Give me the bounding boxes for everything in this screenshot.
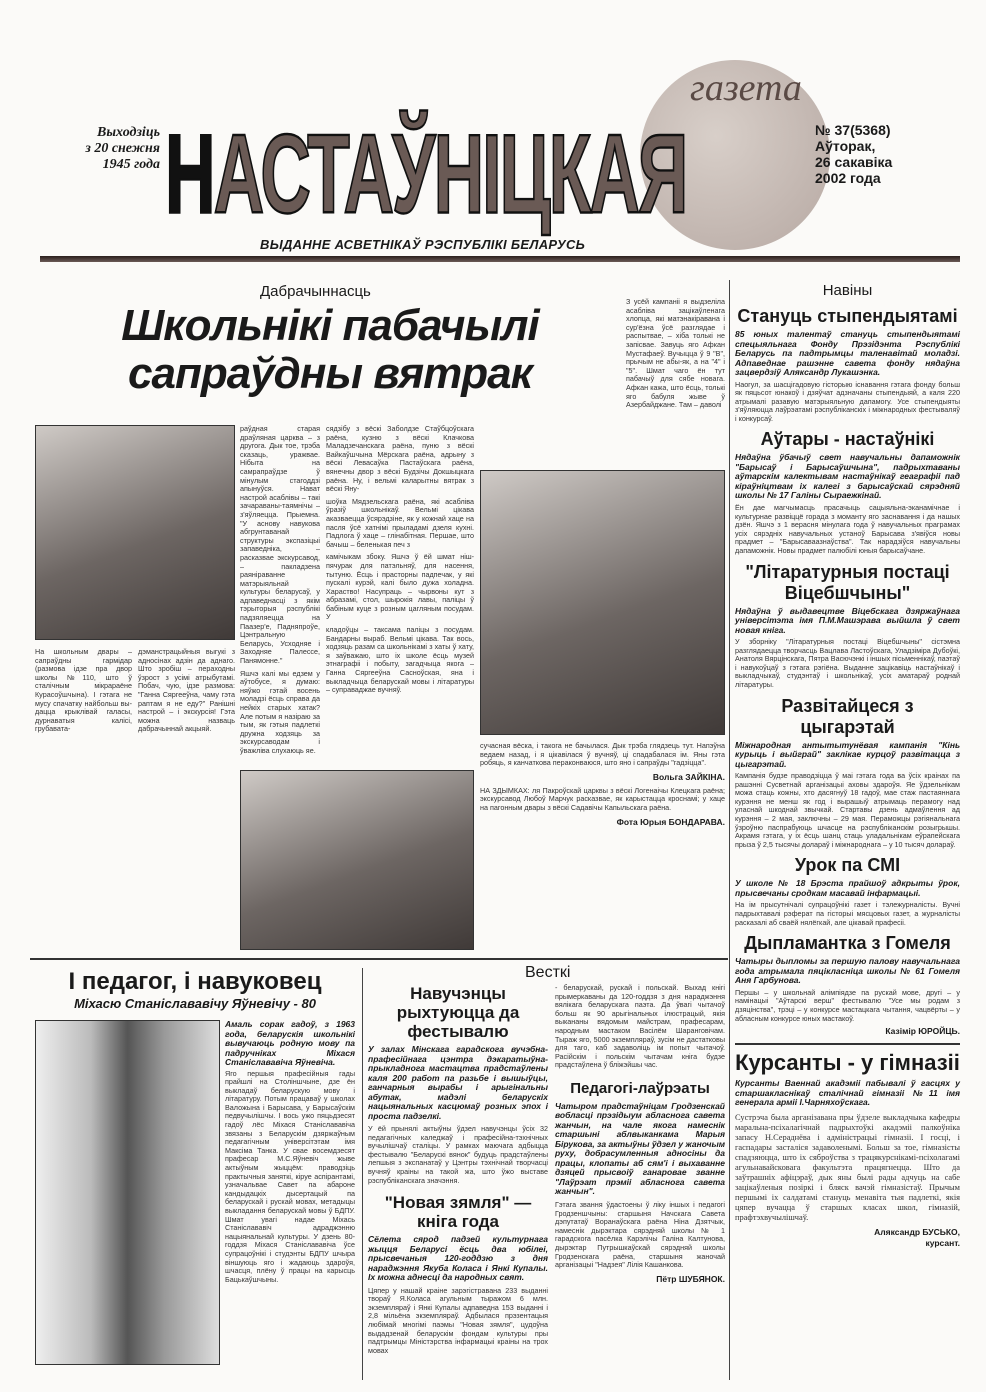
author-signature: Вольга ЗАЙКІНА. (652, 771, 725, 782)
article-end (480, 742, 725, 828)
news-lead: Міжнародная антытытунёвая кампанія "Кінь курыць і выйграй" заклікае курцоў развітацца з цыгарэтай. (735, 739, 960, 769)
article-column: З усёй кампаніі я выдзеліла асаблівa зацікаўленага хлопца, які матэнакіравана і сур'ёзна ўсё разглядае і распытвае, – хіба толькі не запісвае. Завуць яго Афкан Мустафаеў. Вучыцца ў 9 "В", прычым не абы-як, а на "4" і "5". Шмат чаго ён тут пабачыў для сябе новага. Афкан кажа, што ёсць, толькі яго бабуля жыве ў Азербайджане. Там – даволі (626, 297, 725, 410)
since-line: Выходзіць (97, 125, 160, 140)
section-divider (30, 958, 728, 960)
column-divider (362, 968, 363, 1380)
article-title: І педагог, і навуковец (68, 968, 322, 995)
since-line: з 20 снежня (85, 141, 160, 156)
news-column (735, 282, 960, 1037)
since-line: 1945 года (102, 157, 160, 172)
article-body: - беларускай, рускай і польскай. Выхад кнігі прымеркаваны да 120-годдзя з дня нараджэння вялікага беларускага паэта. Да ўвагі чытачоў больш як 90 арыгінальных ілюстрацый, якія выкананы вядомым майстрам, прафесарам, народным мастаком Васілём Шаранговічам. Тыраж яго, 5000 экземпляраў, зусім не дастатковы для таго, каб задаволіць ім попыт чытачоў. Расійскім і польскім чытачам кніга будзе прадстаўлена ў бліжэйшы час. (555, 983, 725, 1070)
pedagog-article (35, 968, 355, 1365)
author-signature: Казімір ЮРОЙЦЬ. (885, 1026, 960, 1037)
news-item (735, 429, 960, 555)
news-title: Урок па СМІ (794, 855, 901, 876)
article-column: На школьным двары – сапраўдны гармідар (размова ідзе пра двор школы №110, што ў сталічным мікрараёне Курасоўшчына). І гэтага не мусу спачатку найбольш вы-дацца крыклівай галасы, дурнаватыя калісі, грубавата-дэманстрацыйныя выгукі з адносінах адзін да аднаго. Што зробіш – пераходны ўзрост з усімі атрыбутамі. Побач, чую, ідзе размова: "Ганна Сяргееўна, чаму гэта раптам я не еду?" Ранішні настрой – і экскурсія! Гэта можна назваць дабрачыннай акцыяй. (35, 647, 235, 734)
news-title: Дыпламантка з Гомеля (744, 933, 951, 954)
church-photo (35, 425, 235, 640)
article-column: сучасная вёска, і такога не бачылася. Дык трэба глядзець тут. Напэўна ведаем назад, і я цікавілася ў вучняў, ці спадабалася ім. Яны гэта робяць, я канчаткова пераконваюся, што яно і сапраўды "гадзіцца". (480, 741, 725, 768)
gazeta-label: газета (690, 67, 802, 109)
article-body: Сустрэча была арганізавана пры ўдзеле выкладчыка кафедры маральна-псіхалагічнай падрыхтоўкі акадэміі палкоўніка запасу Н.Сераднёва і адміністрацыі гімназіі. І госці, і гаспадары засталіся задаволенымі. Больш за тое, гімназісты спадзяюцца, што іх сяброўства з трацякурснікамі-псіхолагамі агульнавайсковага факультэта працягнецца. Што да заўтрашніх афіцэраў, дык яны былі рады адчуць на сабе зацікаўленыя позіркі і бляск вачэй гімназістаў. Прычым першымі іх салдатамі стануць менавіта тыя падлеткі, якія цяпер вучацца ў старшых класах школ, гімназій, прафтэхвучылішчаў. (735, 1112, 960, 1222)
section-label: Навіны (822, 282, 873, 299)
professor-photo (35, 1020, 220, 1365)
news-body: На ім прысутнічалі супрацоўнікі газет і тэлежурналісты. Вучні падрыхтавалі рэферат па гісторыі мясцовых газет, а журналісты расказалі аб сваёй нялёгкай, але цікавай прафесіі. (735, 900, 960, 927)
main-headline (40, 302, 620, 398)
article-title (368, 1193, 548, 1231)
article-body: У ёй прынялі актыўны ўдзел навучэнцы ўсіх 32 педагагічных каледжаў і прафесійна-тэхнічных вучылішчаў сталіцы. У рамках маючага адбыцца фестывалю "Беларускі вянок" будуць прадстаўлены лепшыя з экспанатаў у Цэнтры тэхнічнай творчасці вучняў краіны на такой жа, што ўжо выставе рэспубліканскага значэння. (368, 1124, 548, 1185)
news-title: "Літаратурныя постаці Віцебшчыны" (745, 561, 950, 603)
title-line: "Новая зямля" — (384, 1193, 532, 1213)
news-body: Першы – у школьнай алімпіядзе па рускай мове, другі – у намінацыі "Аўтарскі верш" фестывалю "Усе мы родам з дзяцінства", трэці – у конкурсе мастацкага чытання, чацвёрты – у абласным конкурсе юных мастакоў. (735, 987, 960, 1023)
news-lead: Чатыры дыпломы за першую палову навучальнага года атрымала пяцікласніца школы № 61 Гомеля Аня Гарбунова. (735, 956, 960, 986)
news-lead: Нядаўна ў выдавецтве Віцебскага дзяржаўнага універсітэта імя П.М.Машэрава выйшла ў свет новая кніга. (735, 605, 960, 635)
article-lead: У залах Мінскага гарадскога вучэбна-прафесійнага цэнтра дэкаратыўна-прыкладнога мастацтва прадстаўлены каля 200 работ па разьбе і вышыўцы, ганчарныя вырабы і арыгінальны абутак, мадэлі беларускіх нацыянальных касцюмаў розных эпох і проста падзелкі. (368, 1044, 548, 1121)
article-lead: Чатыром прадстаўніцам Гродзенскай вобласці прэзідыум абласнога савета жанчын, на чале якога намеснік старшыні аблвыканкама Марыя Бірукова, за актыўны ўдзел у жаночым руху, добрасумленныя адносіны да працы, клопаты аб сям'і і выхаванне дзяцей прысвоіў ганаровае званне "Лаўрэат прэміі абласнога савета жанчын". (555, 1100, 725, 1197)
newspaper-logo (165, 80, 775, 237)
issue-weekday: Аўторак, (815, 138, 876, 154)
article-column: сядзібу з вёскі Заболдзе Стаўбцоўскага раёна, кузню з вёскі Клачкова Маладзечанскага раёна, пуню з вёскі Вайкаўшчына Мёрскага раёна, адрыну з вёскі Левасаўка Пастаўскага раёна, вянечны двор з вёскі Будзічы Докшыцкага раёна. Ну, і вельмі каларытны вятрак з вёскі Яну- (326, 424, 474, 494)
article-subtitle: Міхасю Станіслававічу Яўневічу - 80 (74, 996, 316, 1011)
news-body: Кампанія будзе праводзіцца ў маі гэтага года ва ўсіх краінах па рашэнні Сусветнай арганізацыі аховы здароўя. Яе ўдзельнікам можа стаць кожны, хто дасягнуў 18 гадоў, мае стаж пастаяннага курэння не менш як год і вырашыў атрымаць перамогу над уласнай шкоднай звычкай. Стартавы дзень адмаўлення ад курэння – 2 мая, заключны – 29 мая. Пераможцы рэгіянальнага ўзроўню паспрабуюць шчасце на рэспубліканскім розыгрышы. Акрамя гэтага, у іх ёсць шанц стаць уладальнікам еўрапейскага прыза ў 2,5 тысячы долараў і міжнароднага – у 10 тысяч долараў. (735, 771, 960, 849)
publisher-line: ВЫДАННЕ АСВЕТНІКАЎ РЭСПУБЛІКІ БЕЛАРУСЬ (260, 237, 586, 252)
issue-year: 2002 года (815, 170, 881, 186)
news-item (735, 562, 960, 690)
news-title: Стануць стыпендыятамі (737, 306, 958, 326)
pedagog-text (225, 1020, 355, 1284)
pedagog-row (35, 1020, 355, 1365)
since-note (60, 125, 160, 173)
article-column-group (240, 425, 320, 756)
news-item (735, 696, 960, 850)
article-column: раўдная старая драўляная царква – з другога. Дык тое, трэба сказаць, уражвае. Нібыта на самрапраўдзе ў мінулым стагоддзі апынуўся. Нават настрой асаблівы – такі зачараваны-таямнічы – з'яўляецца. Прыемна. "У аснову навукова абгрунтаванай структуры экспазіцыі запаведніка, – расказвае экскурсавод, – пакладзена раяніраванне матэрыяльнай культуры беларусаў, у адпаведнасці з якім тэрыторыя рэспублікі падзяляецца на Паазер'е, Падняпроўе, Цэнтральную Беларусь, Усходняе і Заходняе Палессе, Панямонне." (240, 424, 320, 666)
article-lead: Сёлета сярод падзей культурнага жыцця Беларусі ёсць два юбілеі, прысвечаныя 120-годдзю з дня нараджэння Якуба Коласа і Янкі Купалы. Іх можна аднесці да народных свят. (368, 1234, 548, 1283)
article-title: Курсанты - у гімназіі (735, 1050, 960, 1076)
article-lead: Амаль сорак гадоў, з 1963 года, беларускія школьнікі вывучаюць родную мову па падручніках Міхася Станіслававіча Яўневіча. (225, 1019, 355, 1067)
author-signature: Аляксандр БУСЬКО, (874, 1226, 960, 1237)
festival-article (368, 984, 548, 1355)
news-item (735, 306, 960, 423)
issue-info (815, 122, 892, 186)
article-column-group (326, 425, 474, 695)
section-label: Дабрачыннасць (260, 283, 371, 300)
news-title: Аўтары - настаўнікі (760, 429, 935, 450)
photo-credit: Фота Юрыя БОНДАРАВА. (616, 816, 725, 827)
news-body: Наогул, за шасцігадовую гісторыю існавання гэтага фонду больш як пяцьсот юнакоў і дзяўчат адзначаны стыпендыяй, а каля 220 атрымалі разавую матэрыяльную дапамогу. Усе стыпендыяты з'яўляюцца лаўрэатамі рэспубліканскіх і міжнародных фестываляў і конкурсаў. (735, 379, 960, 423)
article-title: Навучэнцы рыхтуюцца да фестывалю (396, 984, 520, 1041)
weaving-photo (480, 470, 725, 735)
column-divider (729, 280, 730, 1380)
vestki-right (555, 984, 725, 1285)
article-column: камічыкам збоку. Яшчэ ў ёй шмат ніш-пячурак для патэльняў, для насення, тытуню. Ёсць і прасторны падпечак, у які пускалі курэй, калі было дужа холадна. Хараство! Насупраць – чырвоны кут з абразамі, стол, шырокія лавы, паліцы ў бабіным куце з розным цагляным посудам. У (326, 552, 474, 622)
article-lead: Курсанты Ваеннай акадэміі пабывалі ў гасцях у старшакласнікаў сталічнай гімназіі №11 імя генерала арміі І.Чарняхоўскага. (735, 1078, 960, 1108)
article-title: Педагогі-лаўрэаты (570, 1079, 710, 1097)
kursanty-article (735, 1050, 960, 1249)
news-title: Развітайцеся з цыгарэтай (781, 695, 914, 737)
news-lead: 85 юных талентаў стануць стыпендыятамі спецыяльнага Фонду Прэзідэнта Рэспублікі Беларусь па падтрымцы таленавітай моладзі. Адпаведнае рашэнне савета фонду нядаўна зацвердзіў Аляксандр Лукашэнка. (735, 329, 960, 377)
news-body: У зборніку "Літаратурныя постаці Віцебшчыны" сістэмна разглядаецца творчасць Вацлава Ластоўскага, Уладзіміра Дубоўкі, Анатоля Вярцінскага, Пятра Васючэнкі і іншых пісьменнікаў, паэтаў і навукоўцаў з гэтага рэгіёна. Выданне зацікавіць настаўнікаў і выкладчыкаў, студэнтаў і школьнікаў, усіх аматараў роднай літаратуры. (735, 637, 960, 689)
right-column (735, 282, 960, 1249)
logo-initial: Н (165, 111, 214, 237)
section-label: Весткі (525, 964, 571, 981)
title-line: кніга года (416, 1212, 500, 1232)
article-body: Цяпер у нашай краіне зарэгістравана 233 выданні твораў Я.Коласа агульным тыражом 6 млн. экземпляраў і Янкі Купалы адпаведна 153 выданні і 2,8 мільёна экземпляраў. Адбылася прэзентацыя любімай многімі паэмы "Новая зямля", цудоўна выдадзенай беларускім фондам культуры пры падтрымцы Міністэрства інфармацыі краіны на трох мовах (368, 1285, 548, 1355)
issue-number: № 37(5368) (815, 122, 891, 138)
news-lead: Нядаўна ўбачыў свет навучальны дапаможнік "Барысаў і Барысаўшчына", падрыхтаваны аўтарскім калектывам настаўнікаў геаграфіі пад кіраўніцтвам іх калегі з барысаўскай сярэдняй школы № 17 Галіны Сыраежкінай. (735, 452, 960, 501)
article-column: кладоўцы – таксама паліцы з посудам. Бандарны выраб. Вельмі цікава. Так вось, ходзяць разам са школьнікамі з хаты ў хату, я заўважаю, што іх школе ёсць музей этнаграфіі і побыту, загадчыца якога – Ганна Сяргееўна Сасноўская, яна і выкладчыца беларускай мовы і літаратуры – суправаджае вучняў. (326, 625, 474, 695)
article-body: Гэтага звання ўдастоены ў ліку іншых і педагогі Гродзеншчыны: старшыня Начскага Савета дэпутатаў Воранаўскага раёна Ніна Дзятчык, намеснік дырэктара сярэдняй школы № 1 гарадскога пасёлка Карэлічы Галіна Калтунова, дырэктар Путрышкаўскай сярэдняй школы Гродзенскага раёна, старшыня жаночай арганізацыі "Надзея" Лілія Кашанкова. (555, 1199, 725, 1270)
author-role: курсант. (925, 1237, 960, 1248)
author-signature: Пётр ШУБЯНОК. (656, 1273, 725, 1284)
news-item (735, 933, 960, 1023)
photo-caption: НА ЗДЫМКАХ: ля Пакроўскай царквы з вёскі Логенаічы Клецкага раёна; экскурсавод Любоў Марчук расказвае, як карыстацца кроснамі; у хаце на пагонным двары з вёскі Садавічы Капыльскага раёна. (480, 785, 725, 812)
news-body: Ён дае магчымасць прасачыць сацыяльна-эканамічнае і культурнае развіццё горада з моманту яго заснавання і да нашых дзён. Яшчэ з 1 верасня мінулага года ў навучальных праграмах усіх сярэдніх навучальных устаноў Барысава з'явіўся новы прадмет – "Барысаваазнаўства". Так нарадзіўся навучальны дапаможнік. Новы прадмет палюбілі юныя барысаўчане. (735, 502, 960, 555)
logo-rest: АСТАЎНІЦКАЯ (213, 111, 687, 237)
article-body: Яго першыя прафесійныя гады прайшлі на Століншчыне, дзе ён выкладаў беларускую мову і літаратуру. Потым працаваў у школах Валожына і Барысава, у Барысаўскім педвучылішчы. І вось ужо пяцьдзесят гадоў лёс Міхася Станіслававіча звязаны з Беларускім дзяржаўным педагагічным універсітэтам імя Максіма Танка. У свае восемдзесят прафесар М.С.Яўневіч жыве актыўным жыццём: праводзіць практычныя заняткі, кіруе аспірантамі, узначальвае Савет па абароне кандыдацкіх дысертацый па беларускай і рускай мовах, метадыцы выкладання беларускай мовы ў БДПУ. Шмат увагі надае Міхась Станіслававіч адраджэнню нацыянальнай культуры. У дзень 80-годдзя Міхася Станіслававіча ўсе супрацоўнікі і студэнты БДПУ шчыра віншуюць яго і жадаюць здароўя, шчасця, плёну ў працы на карысць Бацькаўшчыны. (225, 1068, 355, 1284)
news-item (735, 855, 960, 927)
article-column: шоўка Мядзельскага раёна, які асабліва ўразіў школьнікаў. Вельмі цікава аказваецца ўсярэдзіне, як у кожнай хаце на пасля ўсё хатнімі прыладамі дзеля кухні. Падлога ў хаце – глінабітная. Першае, што бачыш – беленькая печ з (326, 496, 474, 549)
issue-date: 26 сакавіка (815, 154, 893, 170)
article-column: Яшчэ калі мы едзем у аўтобусе, я думаю: няўжо гэтай восень моладзі ёсць справа да нейкіх старых хатак? Але потым я назіраю за тым, як гэтыя падлеткі дружна ходзяць за экскурсаводам і ўважліва слухаюць яе. (240, 668, 320, 755)
section-divider (735, 1043, 960, 1045)
news-lead: У школе № 18 Брэста прайшоў адкрыты ўрок, прысвечаны сродкам масавай інфармацыі. (735, 878, 960, 898)
masthead-rule (40, 256, 960, 262)
headline-line: Школьнікі пабачылі (121, 301, 539, 350)
headline-line: сапраўдны вятрак (128, 349, 532, 398)
interior-photo (240, 770, 474, 950)
